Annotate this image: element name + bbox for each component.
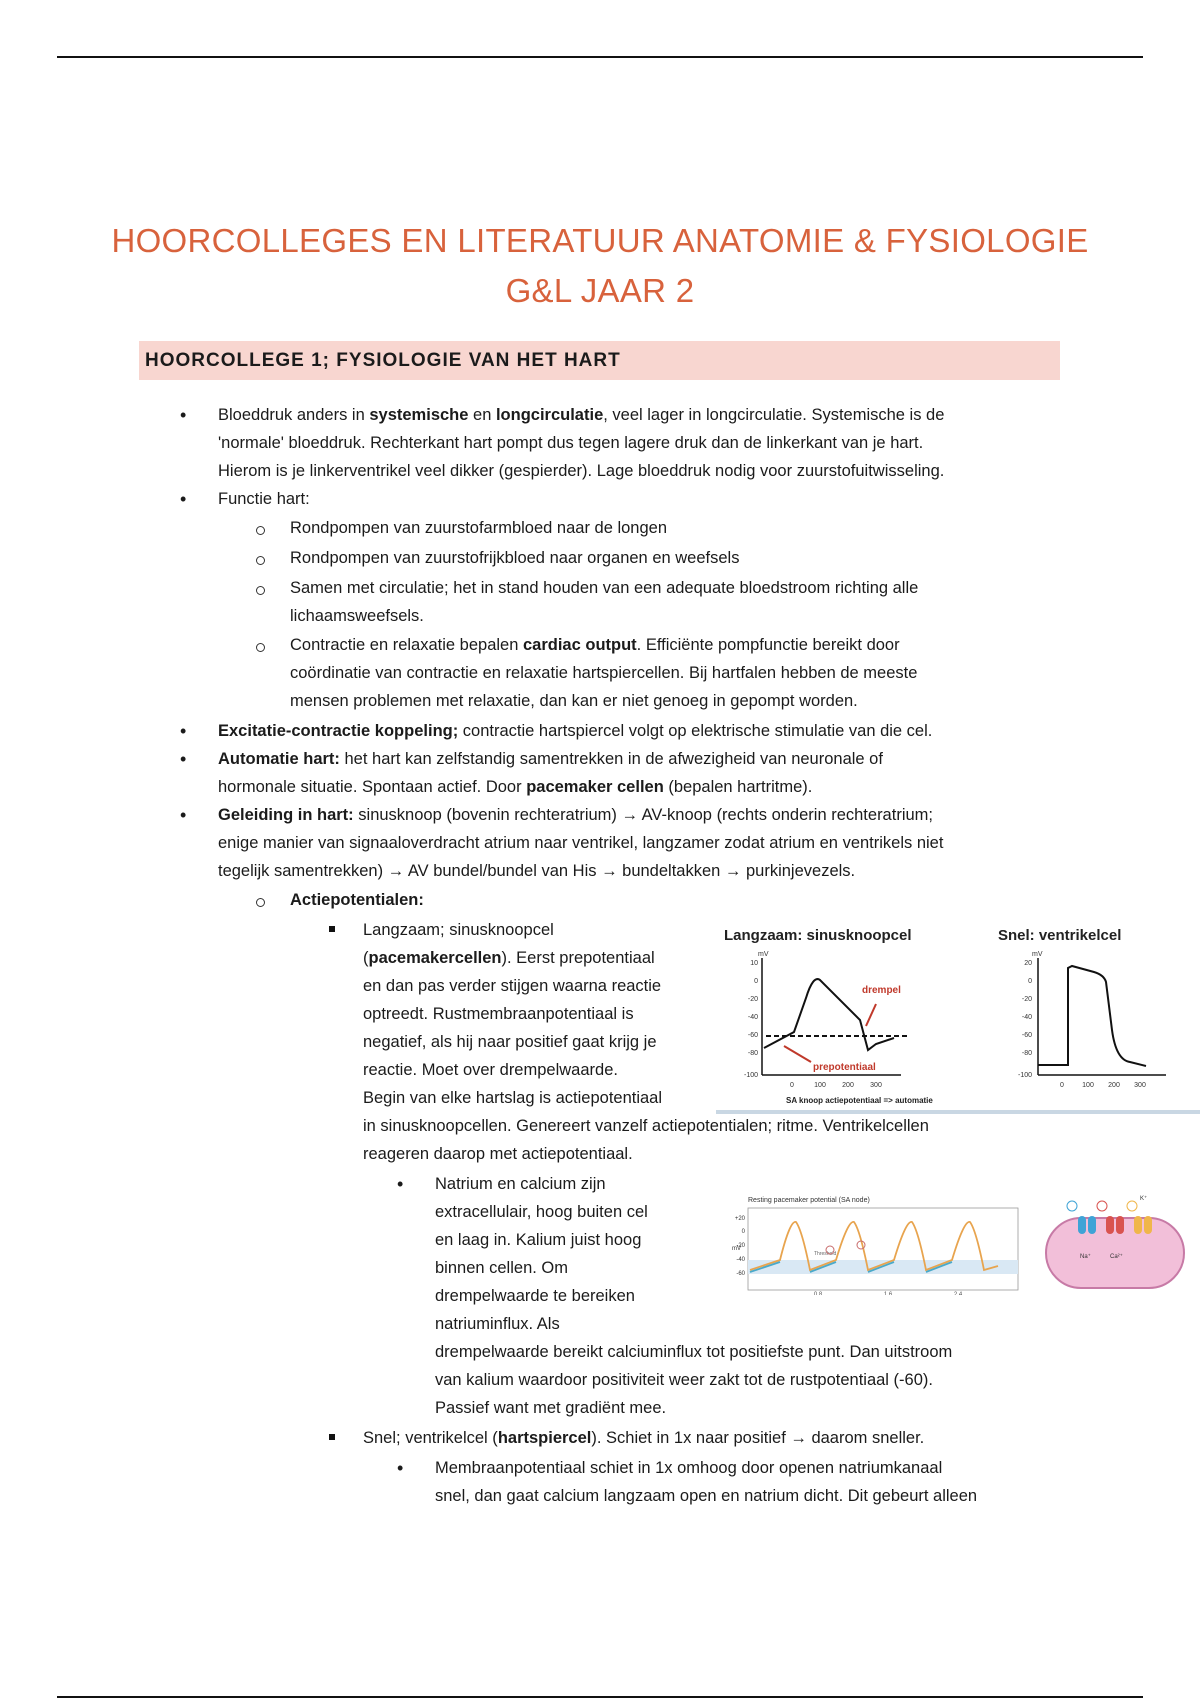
- paragraph-line: hormonale situatie. Spontaan actief. Door pacemaker cellen (bepalen hartritme).: [218, 778, 813, 796]
- na-label: Na⁺: [1080, 1254, 1091, 1260]
- text-line: negatief, als hij naar positief gaat krijg je: [363, 1033, 657, 1051]
- drempel-arrow: [866, 1004, 876, 1026]
- prepotentiaal-label: prepotentiaal: [813, 1062, 876, 1073]
- right-xtick: 0: [1060, 1082, 1064, 1089]
- text-line: Membraanpotentiaal schiet in 1x omhoog door openen natriumkanaal: [435, 1459, 943, 1477]
- k-ion-icon: [1127, 1201, 1137, 1211]
- top-rule: [57, 56, 1143, 58]
- k-channel-icon: [1134, 1216, 1142, 1234]
- pacemaker-ytick: +20: [734, 1216, 745, 1222]
- square-bullet: [329, 1434, 335, 1440]
- title-line-1: HOORCOLLEGES EN LITERATUUR ANATOMIE & FYSIOLOGIE: [111, 222, 1089, 259]
- ventricle-action-potential-trace: [1038, 966, 1146, 1066]
- left-xtick: 0: [790, 1082, 794, 1089]
- sub-bullet-circle: [256, 643, 265, 652]
- sub-bullet-circle: [256, 586, 265, 595]
- bullet-dot: •: [180, 749, 187, 769]
- text-line: drempelwaarde te bereiken: [435, 1287, 635, 1305]
- text-line: en laag in. Kalium juist hoog: [435, 1231, 642, 1249]
- bullet-dot: •: [180, 405, 187, 425]
- right-xtick: 200: [1108, 1082, 1120, 1089]
- na-channel-icon: [1088, 1216, 1096, 1234]
- ca-channel-icon: [1106, 1216, 1114, 1234]
- left-ytick: -20: [747, 996, 758, 1003]
- sub-item: Rondpompen van zuurstofrijkbloed naar organen en weefsels: [290, 549, 740, 567]
- cell-ion-channel-figure: [1040, 1190, 1190, 1295]
- text-line: binnen cellen. Om: [435, 1259, 568, 1277]
- ca-channel-icon: [1116, 1216, 1124, 1234]
- right-ytick: 20: [1024, 960, 1032, 967]
- right-ytick: -60: [1021, 1032, 1032, 1039]
- bullet-dot: •: [180, 489, 187, 509]
- pacemaker-xtick: 0.8: [813, 1292, 823, 1295]
- sub-item: mensen problemen met relaxatie, dan kan er niet genoeg in gepompt worden.: [290, 692, 858, 710]
- k-label: K⁺: [1140, 1196, 1148, 1202]
- bullet-dot: •: [180, 721, 187, 741]
- right-ytick: -20: [1021, 996, 1032, 1003]
- text-line: Passief want met gradiënt mee.: [435, 1399, 667, 1417]
- text-line: van kalium waardoor positiviteit weer zakt tot de rustpotentiaal (-60).: [435, 1371, 933, 1389]
- left-xtick: 300: [870, 1082, 882, 1089]
- right-xtick: 300: [1134, 1082, 1146, 1089]
- paragraph-line: Geleiding in hart: sinusknoop (bovenin rechteratrium) → AV-knoop (rechts onderin rechteratrium;: [218, 806, 933, 824]
- text-line: extracellulair, hoog buiten cel: [435, 1203, 648, 1221]
- k-channel-icon: [1144, 1216, 1152, 1234]
- paragraph-line: Hierom is je linkerventrikel veel dikker (gespierder). Lage bloeddruk nodig voor zuurstofuitwisseling.: [218, 462, 945, 480]
- text-line: natriuminflux. Als: [435, 1315, 560, 1333]
- threshold-label: Threshold: [814, 1251, 837, 1257]
- text-line: reageren daarop met actiepotentiaal.: [363, 1145, 633, 1163]
- ca-label: Ca²⁺: [1110, 1254, 1123, 1260]
- paragraph-line: enige manier van signaaloverdracht atrium naar ventrikel, langzamer zodat atrium en ventrikels niet: [218, 834, 944, 852]
- pacemaker-plot-frame: [748, 1208, 1018, 1290]
- bullet-dot: •: [397, 1458, 404, 1478]
- left-graph-caption: SA knoop actiepotentiaal => automatie: [786, 1096, 933, 1105]
- paragraph-line: Automatie hart: het hart kan zelfstandig samentrekken in de afwezigheid van neuronale of: [218, 750, 883, 768]
- title-line-2: G&L JAAR 2: [505, 272, 695, 309]
- pacemaker-yunit: mV: [732, 1246, 741, 1252]
- cell-body: [1046, 1218, 1184, 1288]
- left-ytick: -40: [747, 1014, 758, 1021]
- right-ytick: -80: [1021, 1050, 1032, 1057]
- text-line: Begin van elke hartslag is actiepotentiaal: [363, 1089, 663, 1107]
- sub-item: lichaamsweefsels.: [290, 607, 424, 625]
- pacemaker-ytick: -60: [736, 1271, 745, 1277]
- paragraph-line: Excitatie-contractie koppeling; contractie hartspiercel volgt op elektrische stimulatie van die cel.: [218, 722, 933, 740]
- text-line: optreedt. Rustmembraanpotentiaal is: [363, 1005, 634, 1023]
- left-unit: mV: [758, 951, 769, 958]
- left-ytick: -60: [747, 1032, 758, 1039]
- bullet-dot: •: [397, 1174, 404, 1194]
- ca-ion-icon: [1097, 1201, 1107, 1211]
- paragraph-line: tegelijk samentrekken) → AV bundel/bundel van His → bundeltakken → purkinjevezels.: [218, 862, 856, 880]
- pacemaker-xtick: 1.6: [883, 1292, 893, 1295]
- right-xtick: 100: [1082, 1082, 1094, 1089]
- left-xtick: 200: [842, 1082, 854, 1089]
- text-line: drempelwaarde bereikt calciuminflux tot positiefste punt. Dan uitstroom: [435, 1343, 953, 1361]
- right-ytick: 0: [1028, 978, 1032, 985]
- text-line: en dan pas verder stijgen waarna reactie: [363, 977, 662, 995]
- square-bullet: [329, 926, 335, 932]
- text-line: reactie. Moet over drempelwaarde.: [363, 1061, 618, 1079]
- sub-item: Samen met circulatie; het in stand houden van een adequate bloedstroom richting alle: [290, 579, 919, 597]
- text-line: Langzaam; sinusknoopcel: [363, 921, 554, 939]
- bullet-dot: •: [180, 805, 187, 825]
- prepotentiaal-arrow: [784, 1046, 811, 1062]
- right-graph-title: Snel: ventrikelcel: [998, 927, 1122, 944]
- pacemaker-ytick: -20: [736, 1243, 745, 1249]
- pacemaker-ytick: 0: [741, 1229, 745, 1235]
- left-ytick: -100: [743, 1072, 758, 1079]
- paragraph-line: Functie hart:: [218, 490, 310, 508]
- left-graph-title: Langzaam: sinusknoopcel: [724, 927, 912, 944]
- pacemaker-xtick: 2.4: [953, 1292, 963, 1295]
- na-channel-icon: [1078, 1216, 1086, 1234]
- drempel-label: drempel: [862, 985, 901, 996]
- subheading-actiepotentialen: Actiepotentialen:: [290, 891, 424, 909]
- right-ytick: -40: [1021, 1014, 1032, 1021]
- paragraph-line: Bloeddruk anders in systemische en longcirculatie, veel lager in longcirculatie. Systemische is de: [218, 406, 945, 424]
- text-line: Snel; ventrikelcel (hartspiercel). Schiet in 1x naar positief → daarom sneller.: [363, 1429, 925, 1447]
- bottom-rule: [57, 1696, 1143, 1698]
- sub-item: Contractie en relaxatie bepalen cardiac output. Efficiënte pompfunctie bereikt door: [290, 636, 900, 654]
- section-heading: HOORCOLLEGE 1; FYSIOLOGIE VAN HET HART: [139, 341, 1060, 380]
- left-ytick: -80: [747, 1050, 758, 1057]
- text-line: Natrium en calcium zijn: [435, 1175, 606, 1193]
- na-ion-icon: [1067, 1201, 1077, 1211]
- text-line: snel, dan gaat calcium langzaam open en natrium dicht. Dit gebeurt alleen: [435, 1487, 978, 1505]
- sub-item: coördinatie van contractie en relaxatie hartspiercellen. Bij hartfalen hebben de meeste: [290, 664, 918, 682]
- action-potential-figure: [716, 920, 1200, 1115]
- sub-bullet-circle: [256, 556, 265, 565]
- sub-bullet-circle: [256, 526, 265, 535]
- text-line: in sinusknoopcellen. Genereert vanzelf actiepotentialen; ritme. Ventrikelcellen: [363, 1117, 929, 1135]
- pacemaker-potential-figure: [718, 1190, 1020, 1295]
- sub-bullet-circle: [256, 898, 265, 907]
- pacemaker-graph-title: Resting pacemaker potential (SA node): [748, 1197, 870, 1204]
- paragraph-line: 'normale' bloeddruk. Rechterkant hart pompt dus tegen lagere druk dan de linkerkant van je hart.: [218, 434, 924, 452]
- right-unit: mV: [1032, 951, 1043, 958]
- left-xtick: 100: [814, 1082, 826, 1089]
- page-title: [100, 216, 1100, 316]
- figure-bottom-bar: [716, 1110, 1200, 1114]
- left-ytick: 10: [750, 960, 758, 967]
- sub-item: Rondpompen van zuurstofarmbloed naar de longen: [290, 519, 668, 537]
- right-ytick: -100: [1017, 1072, 1032, 1079]
- text-line: (pacemakercellen). Eerst prepotentiaal: [363, 949, 655, 967]
- pacemaker-ytick: -40: [736, 1257, 745, 1263]
- left-ytick: 0: [754, 978, 758, 985]
